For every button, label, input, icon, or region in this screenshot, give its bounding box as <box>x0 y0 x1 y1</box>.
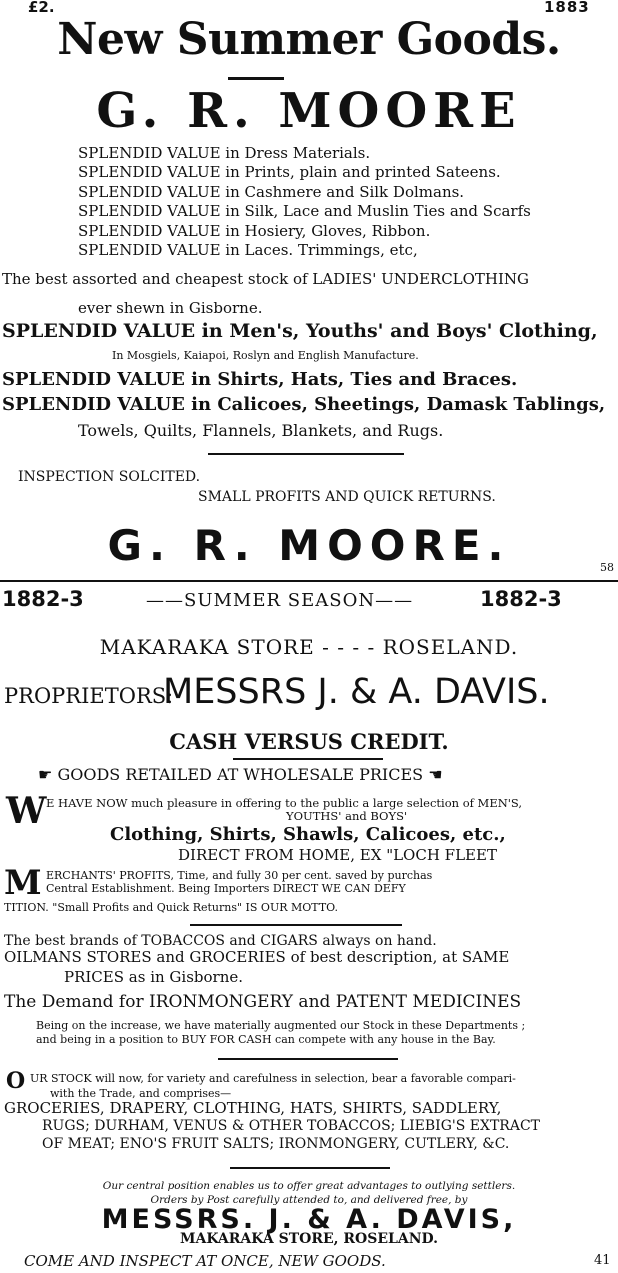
merchant-name: G. R. MOORE <box>96 83 522 139</box>
divider <box>230 1167 390 1169</box>
inspection-line: INSPECTION SOLCITED. <box>18 469 201 485</box>
ad-number: 58 <box>600 561 614 574</box>
divider <box>208 453 404 455</box>
we-line: E HAVE NOW much pleasure in offering to the public a large selection of MEN'S, <box>46 796 523 810</box>
stock-line-cont: with the Trade, and comprises— <box>50 1087 232 1100</box>
tobacco-line: The best brands of TOBACCOS and CIGARS always on hand. <box>4 933 437 949</box>
oilmans-line-cont: PRICES as in Gisborne. <box>64 968 244 986</box>
increase-line-cont: and being in a position to BUY FOR CASH can compete with any house in the Bay. <box>36 1033 496 1046</box>
profits-line: SMALL PROFITS AND QUICK RETURNS. <box>198 489 496 505</box>
value-line: SPLENDID VALUE in Hosiery, Gloves, Ribbon. <box>78 222 431 240</box>
proprietors-label: PROPRIETORS: <box>4 684 174 708</box>
tition-line: TITION. "Small Profits and Quick Returns" IS OUR MOTTO. <box>4 901 339 914</box>
year-mark: 1883 <box>544 0 590 16</box>
value-line: SPLENDID VALUE in Cashmere and Silk Dolmans. <box>78 183 465 201</box>
oilmans-line: OILMANS STORES and GROCERIES of best description, at SAME <box>4 948 510 966</box>
season-text: ——SUMMER SEASON—— <box>146 590 414 611</box>
stock-line: UR STOCK will now, for variety and carefulness in selection, bear a favorable compari- <box>30 1072 516 1085</box>
rugs-line: RUGS; DURHAM, VENUS & OTHER TOBACCOS; LIEBIG'S EXTRACT <box>42 1118 541 1134</box>
we-line-cont: YOUTHS' and BOYS' <box>286 809 408 823</box>
groceries-line: GROCERIES, DRAPERY, CLOTHING, HATS, SHIRTS, SADDLERY, <box>4 1099 502 1117</box>
best-line: The best assorted and cheapest stock of LADIES' UNDERCLOTHING <box>2 270 530 288</box>
divider <box>190 924 402 926</box>
manufacture-line: In Mosgiels, Kaiapoi, Roslyn and English Manufacture. <box>112 349 419 362</box>
merchants-line-cont: Central Establishment. Being Importers DIRECT WE CAN DEFY <box>46 882 406 895</box>
orders-line: Orders by Post carefully attended to, and delivered free, by <box>150 1194 468 1206</box>
best-line-cont: ever shewn in Gisborne. <box>78 299 263 317</box>
divider <box>233 758 383 760</box>
drop-cap-o: O <box>6 1068 26 1094</box>
divider <box>218 1058 398 1060</box>
shirts-line: SPLENDID VALUE in Shirts, Hats, Ties and Braces. <box>2 369 518 390</box>
headline: New Summer Goods. <box>57 14 561 65</box>
moore-signature: G. R. MOORE. <box>107 521 511 570</box>
price-mark: £2. <box>28 0 55 16</box>
goods-line: ☛ GOODS RETAILED AT WHOLESALE PRICES ☚ <box>38 765 443 784</box>
proprietors-name: MESSRS J. & A. DAVIS. <box>163 672 550 712</box>
ad-separator <box>0 580 618 582</box>
demand-line: The Demand for IRONMONGERY and PATENT MEDICINES <box>4 992 522 1012</box>
direct-line: DIRECT FROM HOME, EX "LOCH FLEET <box>178 846 497 864</box>
divider <box>228 77 284 80</box>
value-line: SPLENDID VALUE in Silk, Lace and Muslin Ties and Scarfs <box>78 202 531 220</box>
season-year-left: 1882-3 <box>2 587 84 611</box>
season-year-right: 1882-3 <box>480 587 562 611</box>
pointing-hand-icon: ☛ <box>38 765 53 784</box>
davis-store: MAKARAKA STORE, ROSELAND. <box>179 1231 439 1247</box>
value-line: SPLENDID VALUE in Prints, plain and printed Sateens. <box>78 163 501 181</box>
merchants-line: ERCHANTS' PROFITS, Time, and fully 30 per cent. saved by purchas <box>46 869 433 882</box>
ad-number: 41 <box>594 1253 611 1268</box>
towels-line: Towels, Quilts, Flannels, Blankets, and Rugs. <box>78 421 444 440</box>
pointing-hand-icon: ☚ <box>428 765 443 784</box>
value-line: SPLENDID VALUE in Dress Materials. <box>78 144 371 162</box>
meat-line: OF MEAT; ENO'S FRUIT SALTS; IRONMONGERY, CUTLERY, &C. <box>42 1136 510 1152</box>
drop-cap-w: W <box>6 790 47 832</box>
cash-line: CASH VERSUS CREDIT. <box>169 729 449 754</box>
calicoes-line: SPLENDID VALUE in Calicoes, Sheetings, Damask Tablings, <box>2 394 606 415</box>
value-line: SPLENDID VALUE in Laces. Trimmings, etc, <box>78 241 418 259</box>
store-line: MAKARAKA STORE - - - - ROSELAND. <box>99 635 519 659</box>
central-line: Our central position enables us to offer great advantages to outlying settlers. <box>102 1180 516 1192</box>
mens-line: SPLENDID VALUE in Men's, Youths' and Boys' Clothing, <box>2 320 598 342</box>
davis-signature: MESSRS. J. & A. DAVIS, <box>101 1204 517 1235</box>
drop-cap-m: M <box>4 863 42 903</box>
clothing-line: Clothing, Shirts, Shawls, Calicoes, etc., <box>110 824 506 845</box>
come-line: COME AND INSPECT AT ONCE, NEW GOODS. <box>24 1252 386 1270</box>
increase-line: Being on the increase, we have materially augmented our Stock in these Departments ; <box>36 1019 526 1032</box>
